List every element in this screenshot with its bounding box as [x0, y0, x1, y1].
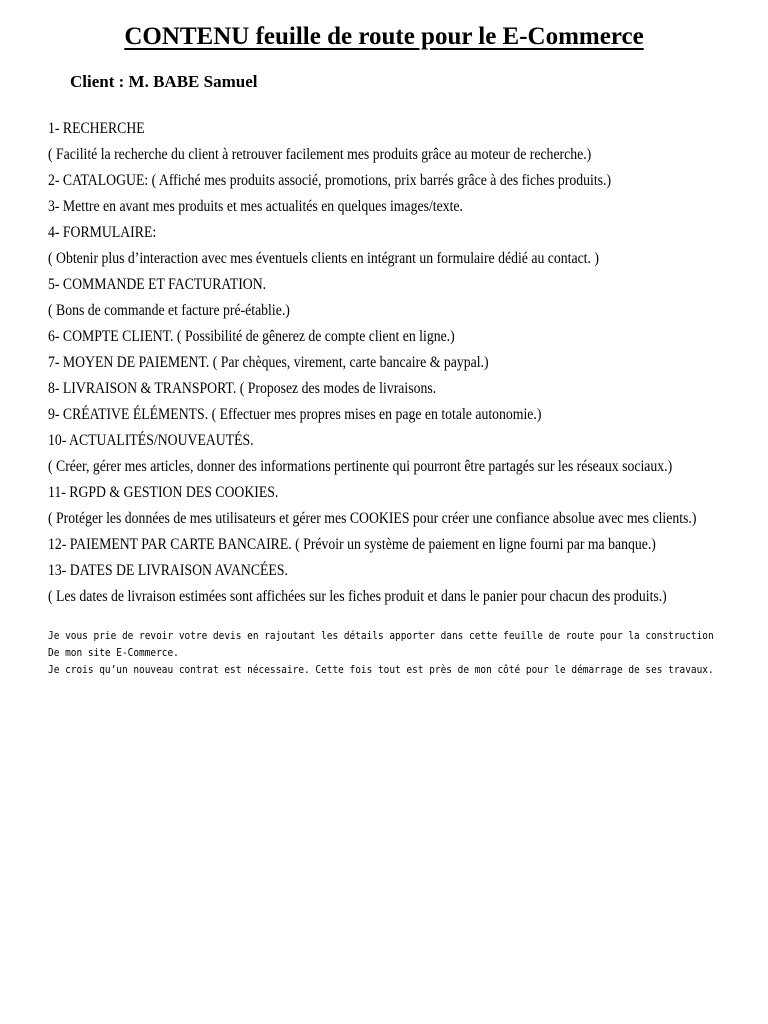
note-line: De mon site E-Commerce.: [48, 647, 179, 659]
roadmap-line: 9- CRÉATIVE ÉLÉMENTS. ( Effectuer mes propres mises en page en totale autonomie.): [48, 406, 542, 423]
roadmap-line: 11- RGPD & GESTION DES COOKIES.: [48, 484, 279, 501]
roadmap-line: 2- CATALOGUE: ( Affiché mes produits associé, promotions, prix barrés grâce à des fiches produits.): [48, 172, 612, 189]
roadmap-line: 4- FORMULAIRE:: [48, 224, 157, 241]
document-title: [0, 20, 768, 54]
roadmap-line: ( Bons de commande et facture pré-établie.): [48, 302, 290, 319]
roadmap-line: 3- Mettre en avant mes produits et mes actualités en quelques images/texte.: [48, 198, 463, 215]
client-note: [48, 628, 748, 679]
roadmap-line: 1- RECHERCHE: [48, 120, 145, 137]
roadmap-line: 5- COMMANDE ET FACTURATION.: [48, 276, 267, 293]
roadmap-line: ( Créer, gérer mes articles, donner des informations pertinente qui pourront être partagés sur les réseaux sociaux.): [48, 458, 673, 475]
roadmap-line: 7- MOYEN DE PAIEMENT. ( Par chèques, virement, carte bancaire & paypal.): [48, 354, 489, 371]
roadmap-line: 12- PAIEMENT PAR CARTE BANCAIRE. ( Prévoir un système de paiement en ligne fourni par ma banque.): [48, 536, 656, 553]
note-line: Je vous prie de revoir votre devis en rajoutant les détails apporter dans cette feuille de route pour la construction: [48, 630, 714, 642]
roadmap-line: 8- LIVRAISON & TRANSPORT. ( Proposez des modes de livraisons.: [48, 380, 437, 397]
note-line: Je crois qu’un nouveau contrat est nécessaire. Cette fois tout est près de mon côté pour le démarrage de ses travaux.: [48, 664, 714, 676]
roadmap-list: [48, 116, 748, 610]
roadmap-line: ( Obtenir plus d’interaction avec mes éventuels clients en intégrant un formulaire dédié au contact. ): [48, 250, 599, 267]
roadmap-line: ( Facilité la recherche du client à retrouver facilement mes produits grâce au moteur de recherche.): [48, 146, 592, 163]
roadmap-line: ( Les dates de livraison estimées sont affichées sur les fiches produit et dans le panier pour chacun des produits.): [48, 588, 667, 605]
document-title-text: CONTENU feuille de route pour le E-Commerce: [124, 23, 644, 50]
roadmap-line: 10- ACTUALITÉS/NOUVEAUTÉS.: [48, 432, 254, 449]
roadmap-line: 6- COMPTE CLIENT. ( Possibilité de gênerez de compte client en ligne.): [48, 328, 455, 345]
client-name: Client : M. BABE Samuel: [70, 72, 258, 91]
roadmap-line: ( Protéger les données de mes utilisateurs et gérer mes COOKIES pour créer une confiance absolue avec mes clients.): [48, 510, 697, 527]
roadmap-line: 13- DATES DE LIVRAISON AVANCÉES.: [48, 562, 288, 579]
